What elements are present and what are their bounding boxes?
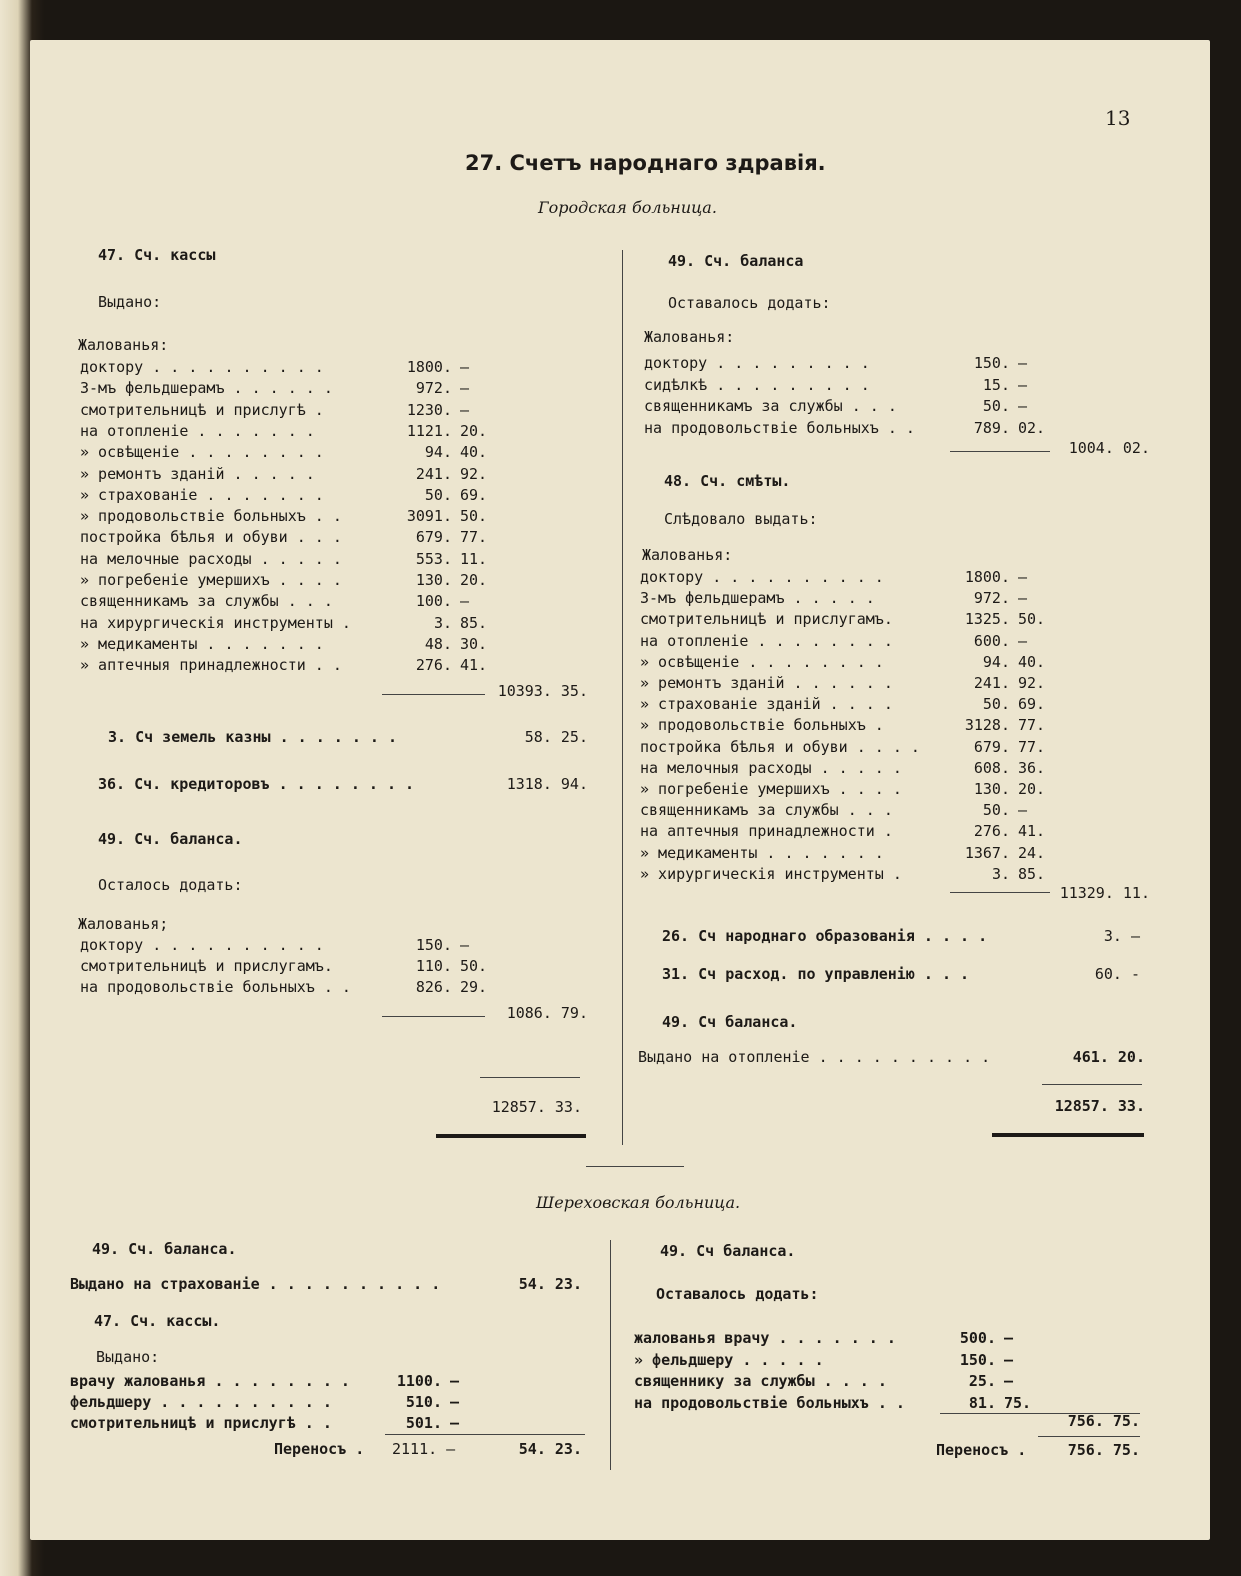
ledger-row-kopecks: 11. (460, 549, 488, 568)
ledger-row-amount: 130. (415, 571, 452, 589)
value-account-3: 58. 25. (524, 728, 588, 746)
ledger-row-kopecks: — (450, 1372, 460, 1390)
ledger-row-amount: 608. (973, 758, 1010, 777)
ledger-row-amount: 1367. (964, 843, 1010, 862)
ledger-row-kopecks: 92. (460, 464, 488, 483)
ledger-row-amount: 972. (973, 589, 1010, 608)
ledger-row-label: смотрительницѣ и прислугамъ. (80, 957, 333, 975)
ledger-row-amount: 81. (968, 1393, 996, 1412)
ledger-row-amount: 50. (424, 485, 452, 504)
account-heading-47: 47. Сч. кассы (98, 246, 216, 264)
ledger-row-label: 3-мъ фельдшерамъ . . . . . . (80, 379, 333, 398)
ledger-row-amount: 241. (415, 464, 452, 483)
account-heading-36: 36. Сч. кредиторовъ . . . . . . . . (98, 775, 415, 793)
ledger-row-label: священнику за службы . . . . (634, 1372, 887, 1390)
ledger-row-kopecks: — (1018, 589, 1028, 608)
ledger-row-label: священникамъ за службы . . . (80, 592, 333, 611)
carry-over-sum-left: 2111. — (392, 1440, 456, 1458)
ledger-row-kopecks: 50. (1018, 610, 1046, 629)
ledger-row-label: доктору . . . . . . . . . . (80, 936, 324, 954)
ledger-row-label: » ремонтъ зданій . . . . . . (640, 674, 893, 692)
ledger-row-kopecks: 69. (460, 485, 488, 504)
ledger-row-kopecks: 20. (460, 571, 488, 589)
account-heading-26: 26. Сч народнаго образованія . . . . (662, 927, 988, 945)
grand-total-left: 12857. 33. (491, 1098, 582, 1116)
ledger-row-kopecks: 77. (1018, 716, 1046, 735)
ledger-row-amount: 3091. (406, 507, 452, 526)
subtotal-left-2: 1086. 79. (506, 1004, 588, 1022)
value-strakhovanie: 54. 23. (518, 1275, 582, 1293)
ledger-row-amount: 501. (405, 1414, 442, 1432)
ledger-row-amount: 150. (415, 936, 452, 954)
ledger-row-kopecks: 41. (1018, 822, 1046, 841)
ledger-row-label: » погребеніе умершихъ . . . . (80, 571, 342, 589)
ledger-row-amount: 241. (973, 674, 1010, 692)
value-otoplenie: 461. 20. (1072, 1048, 1145, 1066)
ledger-row-kopecks: 41. (460, 656, 488, 675)
ledger-row-label: смотрительницѣ и прислугѣ . . (70, 1414, 332, 1432)
ledger-row-label: доктору . . . . . . . . . . (640, 568, 884, 586)
ledger-row-label: жалованья врачу . . . . . . . (634, 1329, 896, 1347)
label-otoplenie: Выдано на отопленіе . . . . . . . . . . (638, 1048, 991, 1066)
ledger-row-kopecks: — (1018, 397, 1028, 415)
ledger-row-kopecks: — (460, 936, 470, 954)
ledger-row-label: » хирургическія инструменты . (640, 864, 902, 883)
ledger-row-label: на аптечныя принадлежности . (640, 822, 893, 841)
ledger-row-label: » страхованіе . . . . . . . (80, 485, 324, 504)
ledger-row-label: » аптечныя принадлежности . . (80, 656, 342, 675)
page-number: 13 (1105, 106, 1131, 130)
ledger-row-kopecks: — (1018, 375, 1028, 394)
ledger-row-label: на продовольствіе больныхъ . . (634, 1393, 905, 1412)
subtotal-left-1: 10393. 35. (497, 682, 588, 700)
ledger-row-label: 3-мъ фельдшерамъ . . . . . (640, 589, 875, 608)
column-divider (622, 250, 623, 1145)
ledger-row-kopecks: — (450, 1393, 460, 1411)
label-ostalos: Осталось додать: (98, 876, 243, 894)
carry-over-label-right: Переносъ . (936, 1441, 1027, 1459)
ledger-row-amount: 94. (424, 443, 452, 462)
subtotal-right-2: 11329. 11. (1059, 884, 1150, 902)
ledger-row-label: священникамъ за службы . . . (640, 801, 893, 820)
ledger-row-kopecks: 24. (1018, 843, 1046, 862)
ledger-row-amount: 150. (973, 354, 1010, 372)
ledger-row-amount: 679. (973, 737, 1010, 756)
ledger-row-label: фельдшеру . . . . . . . . . . (70, 1393, 332, 1411)
ledger-row-label: » погребеніе умершихъ . . . . (640, 780, 902, 798)
ledger-row-kopecks: 75. (1004, 1393, 1032, 1412)
document-page (30, 40, 1210, 1540)
rule (1042, 1084, 1142, 1085)
ledger-row-label: » ремонтъ зданій . . . . . (80, 464, 315, 483)
ledger-row-amount: 553. (415, 549, 452, 568)
ledger-row-amount: 130. (973, 780, 1010, 798)
ledger-row-label: » медикаменты . . . . . . . (640, 843, 884, 862)
rule (385, 1434, 585, 1435)
sher-account-heading-49: 49. Сч. баланса. (92, 1240, 237, 1258)
sher-account-heading-47: 47. Сч. кассы. (94, 1312, 221, 1330)
ledger-row-label: на продовольствіе больныхъ . . (644, 418, 915, 437)
ledger-row-label: » продовольствіе больныхъ . (640, 716, 884, 735)
ledger-row-amount: 789. (973, 418, 1010, 437)
ledger-row-kopecks: 77. (1018, 737, 1046, 756)
ledger-row-amount: 1325. (964, 610, 1010, 629)
ledger-row-kopecks: 69. (1018, 695, 1046, 714)
ledger-row-amount: 50. (982, 801, 1010, 820)
ledger-row-kopecks: — (460, 358, 470, 376)
ledger-row-label: » страхованіе зданій . . . . (640, 695, 893, 714)
ledger-row-kopecks: 85. (1018, 864, 1046, 883)
carry-over-value-left: 54. 23. (518, 1440, 582, 1458)
ledger-row-label: смотрительницѣ и прислугамъ. (640, 610, 893, 629)
ledger-row-label: на хирургическія инструменты . (80, 613, 351, 632)
ledger-row-amount: 1100. (396, 1372, 442, 1390)
ledger-row-label: доктору . . . . . . . . . (644, 354, 870, 372)
label-ostavalos: Оставалось додать: (668, 294, 831, 312)
ledger-row-amount: 110. (415, 957, 452, 975)
value-account-26: 3. — (1103, 927, 1140, 945)
ledger-row-amount: 50. (982, 397, 1010, 415)
value-account-31: 60. - (1094, 965, 1140, 983)
ledger-row-kopecks: — (1004, 1329, 1014, 1347)
label-sledovalo: Слѣдовало выдать: (664, 510, 818, 528)
ledger-row-label: на продовольствіе больныхъ . . (80, 978, 351, 996)
ledger-row-amount: 3. (991, 864, 1010, 883)
ledger-row-label: постройка бѣлья и обуви . . . . (640, 737, 920, 756)
ledger-row-amount: 100. (415, 592, 452, 611)
ledger-row-kopecks: 36. (1018, 758, 1046, 777)
carry-over-value-right: 756. 75. (1067, 1441, 1140, 1459)
ledger-row-kopecks: 40. (460, 443, 488, 462)
ledger-row-kopecks: 20. (460, 421, 488, 440)
sher-label-vydano: Выдано: (96, 1348, 160, 1366)
carry-over-label-left: Переносъ . (274, 1440, 365, 1458)
ledger-row-kopecks: — (1018, 568, 1028, 586)
sher-label-ostavalos: Оставалось додать: (656, 1285, 819, 1303)
ledger-row-amount: 1230. (406, 400, 452, 419)
ledger-row-amount: 48. (424, 634, 452, 653)
ledger-row-label: на отопленіе . . . . . . . . (640, 631, 893, 650)
double-rule (436, 1134, 586, 1138)
ledger-row-amount: 600. (973, 631, 1010, 650)
ledger-row-label: на отопленіе . . . . . . . (80, 421, 315, 440)
account-heading-3: 3. Сч земель казны . . . . . . . (108, 728, 397, 746)
ledger-row-label: » освѣщеніе . . . . . . . . (640, 652, 884, 671)
sher-account-heading-49-right: 49. Сч баланса. (660, 1242, 796, 1260)
ledger-row-amount: 972. (415, 379, 452, 398)
ledger-row-kopecks: 50. (460, 507, 488, 526)
value-account-36: 1318. 94. (506, 775, 588, 793)
ledger-row-kopecks: 85. (460, 613, 488, 632)
label-zhalovanya-right-2: Жалованья: (642, 546, 733, 564)
ledger-row-label: смотрительницѣ и прислугѣ . (80, 400, 324, 419)
account-heading-49: 49. Сч. баланса. (98, 830, 243, 848)
ledger-row-kopecks: 77. (460, 528, 488, 547)
ledger-row-kopecks: — (450, 1414, 460, 1432)
ledger-row-label: на мелочныя расходы . . . . . (640, 758, 902, 777)
ledger-row-kopecks: — (1004, 1350, 1014, 1369)
grand-total-right: 12857. 33. (1054, 1097, 1145, 1115)
ledger-row-amount: 150. (959, 1350, 996, 1369)
section-heading-sherekhov-hospital: Шереховская больница. (536, 1193, 741, 1212)
account-heading-48: 48. Сч. смѣты. (664, 472, 791, 490)
ledger-row-kopecks: 30. (460, 634, 488, 653)
ledger-row-kopecks: 02. (1018, 418, 1046, 437)
label-strakhovanie: Выдано на страхованіе . . . . . . . . . . (70, 1275, 441, 1293)
ledger-row-kopecks: 50. (460, 957, 488, 975)
ledger-row-kopecks: — (1004, 1372, 1014, 1390)
ledger-row-amount: 276. (415, 656, 452, 675)
ledger-row-label: на мелочные расходы . . . . . (80, 549, 342, 568)
account-heading-49-right: 49. Сч. баланса (668, 252, 804, 270)
sher-subtotal-right: 756. 75. (1067, 1412, 1140, 1430)
ledger-row-kopecks: 92. (1018, 674, 1046, 692)
ledger-row-amount: 3128. (964, 716, 1010, 735)
ledger-row-kopecks: 29. (460, 978, 488, 996)
ledger-row-kopecks: — (1018, 801, 1028, 820)
ledger-row-kopecks: 20. (1018, 780, 1046, 798)
ledger-row-label: » освѣщеніе . . . . . . . . (80, 443, 324, 462)
ledger-row-amount: 94. (982, 652, 1010, 671)
ledger-row-label: священникамъ за службы . . . (644, 397, 897, 415)
account-heading-49-right-b: 49. Сч баланса. (662, 1013, 798, 1031)
section-heading-city-hospital: Городская больница. (538, 198, 717, 217)
ledger-row-label: » фельдшеру . . . . . (634, 1350, 824, 1369)
ledger-row-amount: 500. (959, 1329, 996, 1347)
ledger-row-label: сидѣлкѣ . . . . . . . . . (644, 375, 870, 394)
ledger-row-amount: 679. (415, 528, 452, 547)
ledger-row-label: » медикаменты . . . . . . . (80, 634, 324, 653)
rule (480, 1077, 580, 1078)
ledger-row-amount: 1800. (406, 358, 452, 376)
ledger-row-label: постройка бѣлья и обуви . . . (80, 528, 342, 547)
ledger-row-amount: 510. (405, 1393, 442, 1411)
ledger-row-amount: 15. (982, 375, 1010, 394)
label-vydano: Выдано: (98, 293, 162, 311)
ledger-row-amount: 3. (433, 613, 452, 632)
ledger-row-amount: 1121. (406, 421, 452, 440)
account-heading-31: 31. Сч расход. по управленію . . . (662, 965, 970, 983)
double-rule (992, 1133, 1144, 1137)
ledger-row-kopecks: 40. (1018, 652, 1046, 671)
ledger-row-kopecks: — (460, 379, 470, 398)
ledger-row-label: » продовольствіе больныхъ . . (80, 507, 342, 526)
ledger-row-amount: 826. (415, 978, 452, 996)
ledger-row-kopecks: — (1018, 354, 1028, 372)
subtotal-right-1: 1004. 02. (1068, 439, 1150, 457)
ledger-row-amount: 50. (982, 695, 1010, 714)
ledger-row-kopecks: — (460, 592, 470, 611)
ledger-row-amount: 276. (973, 822, 1010, 841)
label-zhalovanya-right: Жалованья: (644, 328, 735, 346)
label-zhalovanya: Жалованья: (78, 336, 169, 354)
ledger-row-kopecks: — (460, 400, 470, 419)
rule (1038, 1436, 1140, 1437)
ledger-row-kopecks: — (1018, 631, 1028, 650)
column-divider-2 (610, 1240, 611, 1470)
ledger-row-label: врачу жалованья . . . . . . . . (70, 1372, 350, 1390)
ledger-row-label: доктору . . . . . . . . . . (80, 358, 324, 376)
label-zhalovanya-2: Жалованья; (78, 915, 169, 933)
ledger-row-amount: 25. (968, 1372, 996, 1390)
ledger-row-amount: 1800. (964, 568, 1010, 586)
page-edge-shadow (1211, 0, 1241, 1576)
section-divider-rule (586, 1166, 684, 1167)
page-title: 27. Счетъ народнаго здравія. (465, 151, 826, 175)
